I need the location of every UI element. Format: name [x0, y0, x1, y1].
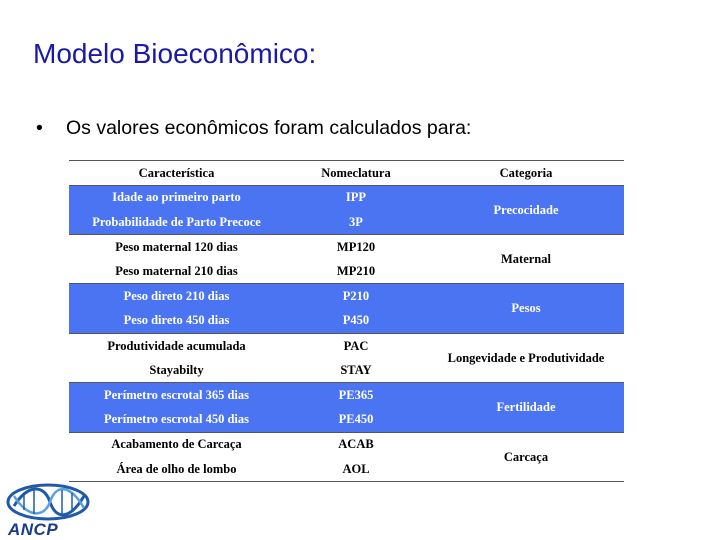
table-row [69, 284, 624, 309]
code-cell: MP120 [336, 239, 376, 254]
table-row [69, 185, 624, 210]
code-cell: PAC [343, 338, 369, 353]
table-row [69, 383, 624, 408]
trait-cell: Produtividade acumulada [107, 338, 246, 353]
code-cell: P450 [342, 313, 370, 328]
code-cell: STAY [340, 362, 372, 377]
trait-cell: Peso maternal 120 dias [115, 239, 238, 254]
header-nomeclatura: Nomeclatura [321, 165, 391, 180]
category-cell: Fertilidade [496, 400, 556, 415]
table-header-row [69, 161, 624, 186]
table-row [69, 333, 624, 358]
trait-cell: Stayabilty [149, 362, 204, 377]
bullet-item [36, 117, 471, 140]
trait-cell: Perímetro escrotal 365 dias [104, 388, 249, 402]
trait-cell: Acabamento de Carcaça [111, 437, 242, 452]
group-maternal [69, 234, 624, 283]
bullet-symbol: • [36, 117, 43, 139]
group-longevidade [69, 333, 624, 382]
trait-cell: Peso maternal 210 dias [115, 264, 238, 279]
code-cell: 3P [349, 214, 363, 229]
header-categoria: Categoria [499, 165, 553, 180]
trait-cell: Área de olho de lombo [116, 461, 237, 476]
code-cell: PE450 [338, 412, 374, 427]
group-pesos [69, 284, 624, 333]
trait-cell: Idade ao primeiro parto [112, 190, 241, 205]
logo-text: ANCP [8, 520, 59, 539]
group-precocidade [69, 185, 624, 234]
code-cell: PE365 [338, 388, 374, 402]
code-cell: IPP [345, 190, 367, 205]
trait-cell: Perímetro escrotal 450 dias [104, 412, 249, 427]
category-cell: Maternal [501, 251, 551, 266]
table-row [69, 234, 624, 259]
code-cell: MP210 [336, 264, 376, 279]
trait-cell: Peso direto 210 dias [123, 289, 230, 304]
trait-cell: Probabilidade de Parto Precoce [92, 214, 261, 229]
slide-title: Modelo Bioeconômico: [33, 38, 317, 69]
traits-table [69, 160, 624, 482]
bullet-text: Os valores econômicos foram calculados para: [66, 117, 472, 139]
category-cell: Pesos [511, 301, 541, 316]
group-carcaca [69, 432, 624, 481]
header-caracteristica: Característica [138, 165, 215, 180]
category-cell: Carcaça [503, 449, 549, 464]
code-cell: AOL [342, 461, 370, 476]
code-cell: P210 [342, 289, 370, 304]
group-fertilidade [69, 383, 624, 432]
table-row [69, 432, 624, 457]
code-cell: ACAB [338, 437, 374, 452]
category-cell: Longevidade e Produtividade [447, 350, 605, 365]
trait-cell: Peso direto 450 dias [123, 313, 230, 328]
category-cell: Precocidade [493, 202, 559, 217]
